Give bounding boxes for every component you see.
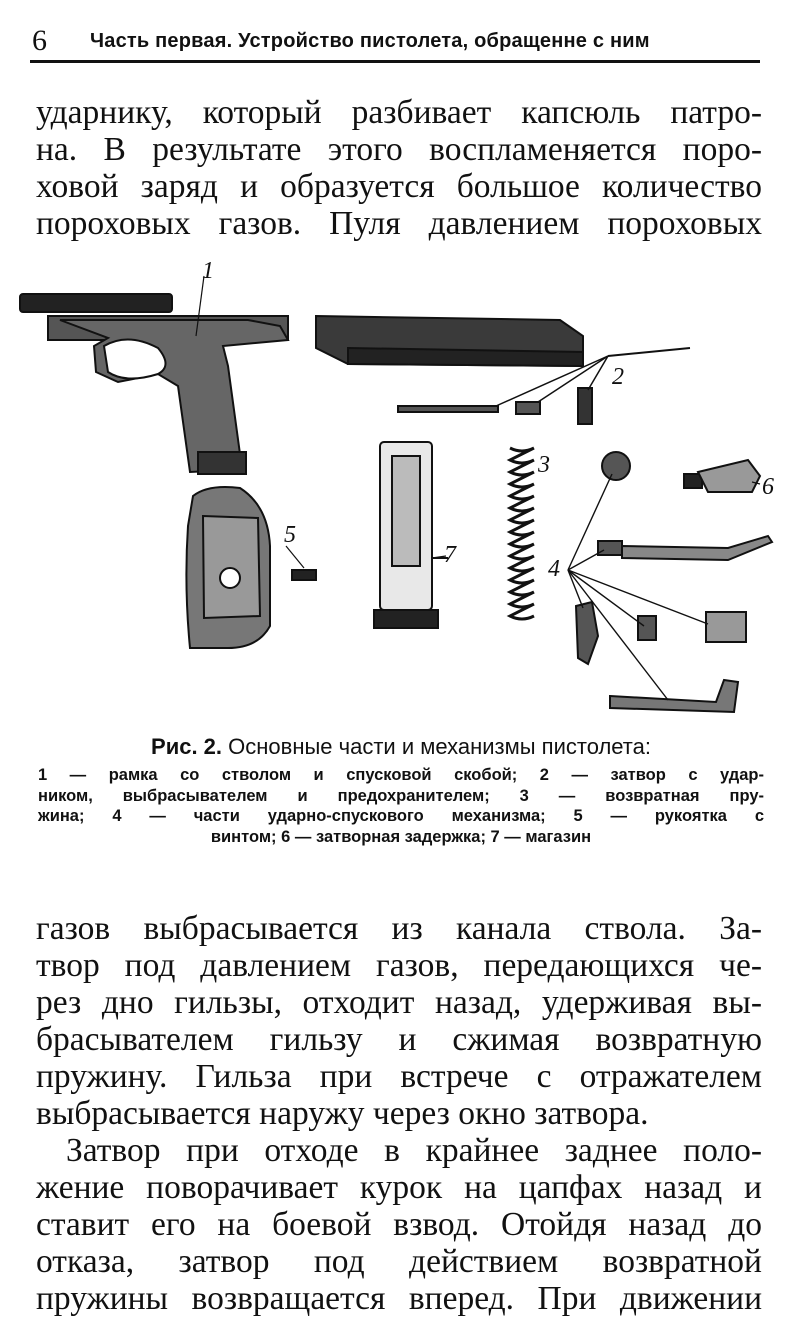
recoil-spring-drawing bbox=[510, 448, 534, 619]
body-text-bottom bbox=[36, 910, 762, 1317]
frame-with-barrel-drawing bbox=[20, 294, 288, 474]
caption-title bbox=[38, 733, 764, 761]
text-line: ховой заряд и образуется большое количество bbox=[36, 168, 762, 205]
text-line: ставит его на боевой взвод. Отойдя назад до bbox=[36, 1206, 762, 1243]
pistol-parts-illustration bbox=[8, 256, 798, 728]
figure-label-3: 3 bbox=[538, 452, 550, 478]
magazine-drawing bbox=[374, 442, 448, 628]
caption-title-text: Основные части и механизмы пистолета: bbox=[228, 734, 651, 759]
page-number: 6 bbox=[32, 24, 47, 57]
text-line: Затвор при отходе в крайнее заднее поло- bbox=[66, 1132, 762, 1169]
caption-line: ником, выбрасывателем и предохранителем; 3 — возвратная пру- bbox=[38, 786, 764, 805]
running-header bbox=[30, 22, 760, 63]
caption-line: 1 — рамка со стволом и спусковой скобой; 2 — затвор с удар- bbox=[38, 766, 764, 784]
caption-line: жина; 4 — части ударно-спускового механизма; 5 — рукоятка с bbox=[38, 807, 764, 825]
text-line: пружину. Гильза при встрече с отражателем bbox=[36, 1058, 762, 1095]
figure-caption bbox=[38, 733, 764, 847]
pistol-parts-figure bbox=[8, 256, 798, 728]
slide-drawing bbox=[316, 316, 690, 424]
text-line: пружины возвращается вперед. При движении bbox=[36, 1280, 762, 1317]
figure-label-7: 7 bbox=[444, 542, 456, 568]
running-title: Часть первая. Устройство пистолета, обращенне с ним bbox=[90, 30, 650, 52]
caption-legend bbox=[38, 765, 764, 847]
body-text-top bbox=[36, 94, 762, 242]
text-line: пороховых газов. Пуля давлением пороховых bbox=[36, 205, 762, 242]
slide-stop-drawing bbox=[684, 460, 760, 492]
caption-line: винтом; 6 — затворная задержка; 7 — магазин bbox=[210, 827, 592, 846]
text-line: газов выбрасывается из канала ствола. За- bbox=[36, 910, 762, 947]
text-line: рез дно гильзы, отходит назад, удерживая вы- bbox=[36, 984, 762, 1021]
text-line: выбрасывается наружу через окно затвора. bbox=[36, 1095, 649, 1132]
figure-label-4: 4 bbox=[548, 556, 560, 582]
figure-label-2: 2 bbox=[612, 364, 624, 390]
grip-drawing bbox=[186, 487, 316, 648]
text-line: ударнику, который разбивает капсюль патро- bbox=[36, 94, 762, 131]
text-line: на. В результате этого воспламеняется поро- bbox=[36, 131, 762, 168]
text-line: брасывателем гильзу и сжимая возвратную bbox=[36, 1021, 762, 1058]
text-line: твор под давлением газов, передающихся че- bbox=[36, 947, 762, 984]
figure-label-5: 5 bbox=[284, 522, 296, 548]
figure-label-6: 6 bbox=[762, 474, 774, 500]
figure-label-1: 1 bbox=[202, 258, 214, 284]
text-line: отказа, затвор под действием возвратной bbox=[36, 1243, 762, 1280]
caption-prefix: Рис. 2. bbox=[151, 734, 223, 759]
text-line: жение поворачивает курок на цапфах назад и bbox=[36, 1169, 762, 1206]
